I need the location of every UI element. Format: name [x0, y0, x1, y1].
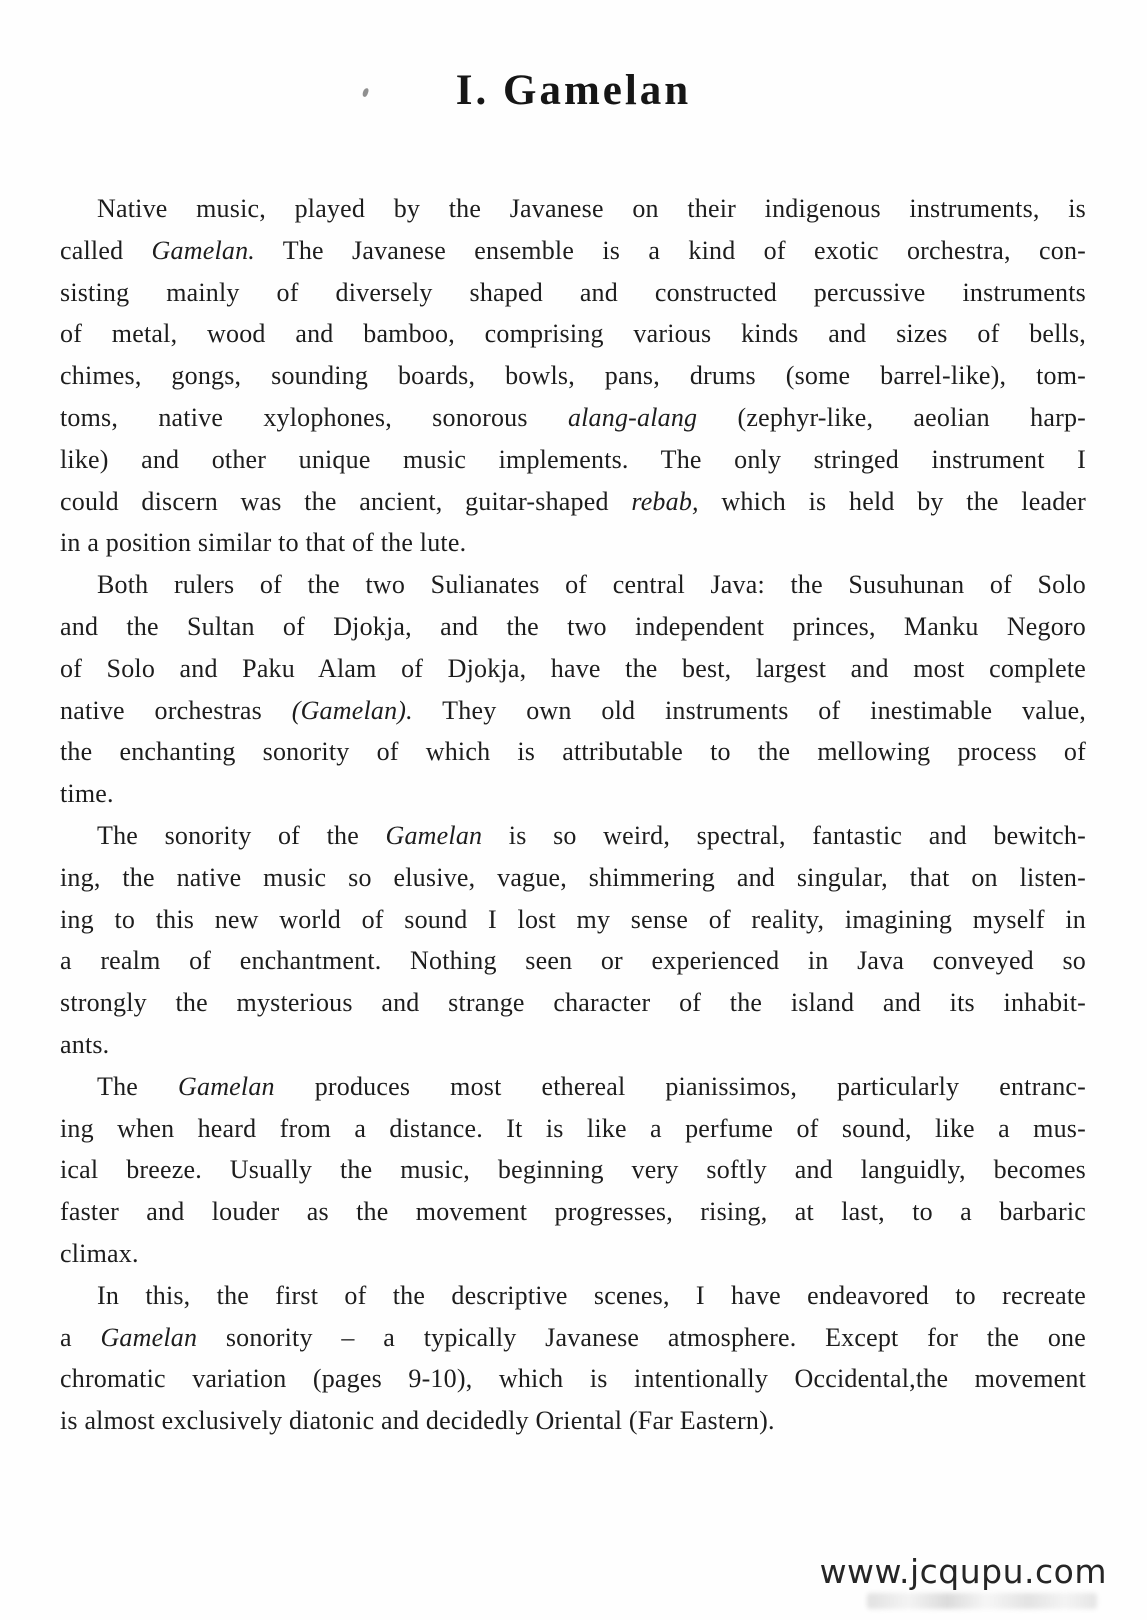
text-segment: the enchanting sonority of which is attributable to the mellowing process of [60, 737, 1086, 767]
text-line [60, 1108, 1086, 1150]
italic-term: (Gamelan). [291, 695, 413, 725]
text-segment: called [60, 235, 152, 265]
page-title: I. Gamelan [455, 67, 692, 114]
text-line [60, 397, 1086, 439]
text-line [60, 1233, 1086, 1275]
text-line [60, 272, 1086, 314]
text-line [60, 982, 1086, 1024]
text-segment: faster and louder as the movement progresses, rising, at last, to a barbaric [60, 1197, 1086, 1227]
text-line [60, 188, 1086, 230]
text-line [60, 1317, 1086, 1359]
text-segment: of Solo and Paku Alam of Djokja, have the best, largest and most complete [60, 653, 1086, 683]
text-segment: The [97, 1071, 179, 1101]
text-segment: a realm of enchantment. Nothing seen or experienced in Java conveyed so [60, 946, 1086, 976]
text-segment: chimes, gongs, sounding boards, bowls, pans, drums (some barrel-like), tom- [60, 361, 1086, 391]
italic-term: Gamelan [100, 1322, 198, 1352]
text-line [60, 815, 1086, 857]
text-segment: native orchestras [60, 695, 292, 725]
text-line [60, 481, 1086, 523]
italic-term: Gamelan [178, 1071, 275, 1101]
text-segment: produces most ethereal pianissimos, particularly entranc- [274, 1071, 1086, 1101]
text-segment: ical breeze. Usually the music, beginning very softly and languidly, becomes [60, 1155, 1086, 1185]
text-line [60, 690, 1086, 732]
italic-term: alang-alang [567, 402, 698, 432]
watermark-url: www.jcqupu.com [819, 1552, 1107, 1591]
text-segment: sonority – a typically Javanese atmosphere. Except for the one [197, 1322, 1086, 1352]
italic-term: Gamelan [385, 820, 483, 850]
text-segment: in a position similar to that of the lute. [60, 528, 467, 558]
text-segment: toms, native xylophones, sonorous [60, 402, 568, 432]
text-segment: The sonority of the [97, 820, 386, 850]
text-segment: like) and other unique music implements. The only stringed instrument I [60, 444, 1086, 474]
italic-term: rebab, [631, 486, 699, 516]
watermark-smudge [867, 1593, 1097, 1609]
text-line [60, 230, 1086, 272]
text-segment: could discern was the ancient, guitar-shaped [60, 486, 632, 516]
text-segment: climax. [60, 1238, 139, 1268]
text-line [60, 899, 1086, 941]
text-line [60, 940, 1086, 982]
text-segment: ing to this new world of sound I lost my sense of reality, imagining myself in [60, 904, 1086, 934]
text-line [60, 564, 1086, 606]
text-segment: (zephyr-like, aeolian harp- [697, 402, 1086, 432]
text-line [60, 355, 1086, 397]
text-segment: chromatic variation (pages 9-10), which is intentionally Occidental,the movement [60, 1364, 1086, 1394]
text-line [60, 439, 1086, 481]
text-line [60, 1066, 1086, 1108]
text-segment: sisting mainly of diversely shaped and constructed percussive instruments [60, 277, 1086, 307]
text-segment: Native music, played by the Javanese on their indigenous instruments, is [97, 194, 1086, 223]
text-line [60, 1400, 1086, 1442]
text-line [60, 1358, 1086, 1400]
text-segment: Both rulers of the two Sulianates of central Java: the Susuhunan of Solo [97, 570, 1086, 600]
text-segment: and the Sultan of Djokja, and the two independent princes, Manku Negoro [60, 611, 1086, 641]
text-line [60, 857, 1086, 899]
text-segment: ants. [60, 1029, 110, 1059]
text-segment: The Javanese ensemble is a kind of exotic orchestra, con- [254, 235, 1087, 265]
text-segment: time. [60, 779, 114, 809]
text-line [60, 1191, 1086, 1233]
text-segment: strongly the mysterious and strange character of the island and its inhabit- [60, 988, 1086, 1018]
text-segment: In this, the first of the descriptive scenes, I have endeavored to recreate [97, 1280, 1086, 1310]
text-segment: ing, the native music so elusive, vague, shimmering and singular, that on listen- [60, 862, 1086, 892]
text-line [60, 606, 1086, 648]
body-lines [60, 188, 1086, 1442]
text-segment: which is held by the leader [698, 486, 1087, 516]
italic-term: Gamelan. [151, 235, 255, 265]
text-segment: of metal, wood and bamboo, comprising various kinds and sizes of bells, [60, 319, 1086, 349]
text-line [60, 313, 1086, 355]
text-line [60, 1149, 1086, 1191]
text-segment: is so weird, spectral, fantastic and bewitch- [482, 820, 1086, 850]
text-segment: ing when heard from a distance. It is like a perfume of sound, like a mus- [60, 1113, 1086, 1143]
text-line [60, 648, 1086, 690]
text-line [60, 731, 1086, 773]
text-segment: They own old instruments of inestimable value, [412, 695, 1087, 725]
text-line [60, 522, 1086, 564]
text-line [60, 773, 1086, 815]
text-line [60, 1275, 1086, 1317]
text-segment: a [60, 1322, 101, 1352]
text-segment: is almost exclusively diatonic and decidedly Oriental (Far Eastern). [60, 1406, 775, 1436]
text-line [60, 1024, 1086, 1066]
